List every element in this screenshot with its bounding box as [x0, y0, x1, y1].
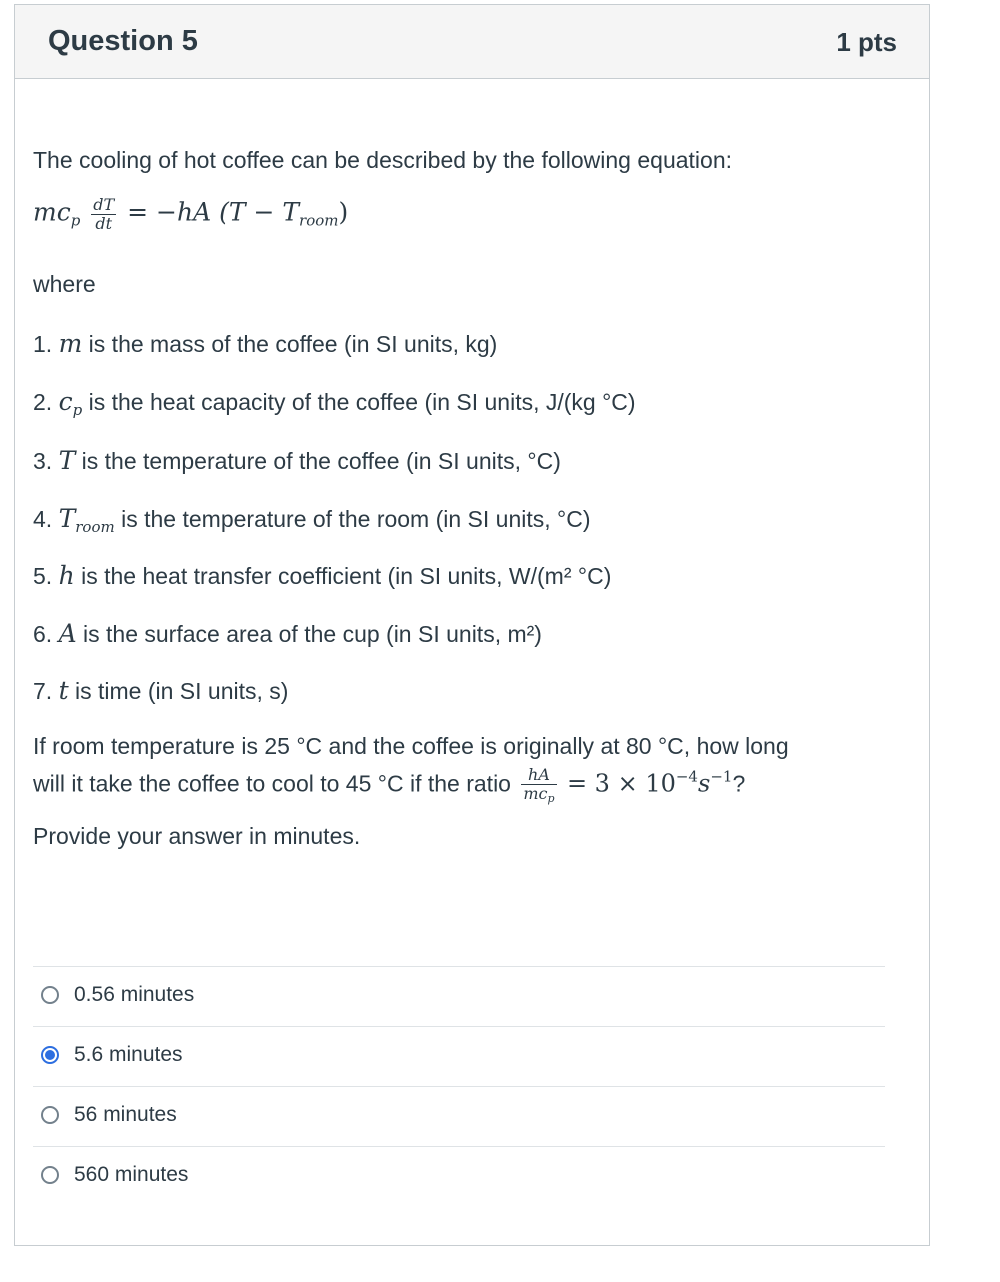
definition-symbol-sub: p — [72, 401, 83, 419]
problem-line-2 — [33, 766, 745, 805]
equation-frac-num: dT — [93, 195, 115, 214]
equation-lhs: mc — [33, 197, 71, 227]
definition-text: is the temperature of the coffee (in SI units, °C) — [75, 448, 561, 474]
definition-symbol: T — [58, 504, 76, 533]
question-header — [15, 5, 929, 79]
answer-label[interactable]: 5.6 minutes — [74, 1043, 183, 1066]
ratio-den-sub: p — [547, 791, 555, 805]
answer-option[interactable] — [33, 1086, 885, 1146]
problem-line-1: If room temperature is 25 °C and the coffee is originally at 80 °C, how long — [33, 733, 789, 759]
definition-text: is the heat transfer coefficient (in SI units, W/(m² °C) — [74, 563, 612, 589]
ratio-den-wrap — [521, 785, 556, 805]
definition-symbol: t — [58, 676, 69, 705]
definition-number: 6. — [33, 621, 53, 647]
definition-symbol: m — [58, 329, 83, 358]
definition-text: is time (in SI units, s) — [68, 678, 289, 704]
definition-item — [33, 560, 611, 595]
definition-number: 1. — [33, 331, 53, 357]
definition-item — [33, 386, 636, 421]
definition-number: 2. — [33, 389, 53, 415]
radio-button[interactable] — [41, 986, 59, 1004]
question-points: 1 pts — [836, 27, 897, 57]
intro-text: The cooling of hot coffee can be described by the following equation: — [33, 147, 732, 173]
problem-line-2-text: will it take the coffee to cool to 45 °C if the ratio — [33, 770, 511, 797]
radio-button[interactable] — [41, 1166, 59, 1184]
answer-label[interactable]: 56 minutes — [74, 1103, 177, 1126]
question-title: Question 5 — [48, 25, 198, 57]
definition-number: 5. — [33, 563, 53, 589]
answer-label[interactable]: 560 minutes — [74, 1163, 189, 1186]
ratio-end: ? — [732, 770, 746, 797]
equation-rhs-sub: room — [299, 211, 339, 230]
where-text: where — [33, 271, 96, 297]
definition-item — [33, 445, 561, 480]
ratio-value: = 3 × 10 — [566, 769, 676, 798]
equation-lhs-sub: p — [70, 211, 81, 230]
ratio-den: mc — [523, 783, 548, 803]
equation-fraction — [91, 196, 116, 232]
definition-symbol: c — [58, 387, 73, 416]
definition-number: 7. — [33, 678, 53, 704]
answer-list — [33, 966, 885, 1206]
definition-symbol: A — [58, 619, 77, 648]
definition-symbol: T — [58, 446, 76, 475]
radio-button[interactable] — [41, 1106, 59, 1124]
answer-option[interactable] — [33, 966, 885, 1026]
definition-item — [33, 675, 288, 710]
definition-text: is the temperature of the room (in SI units, °C) — [114, 506, 591, 532]
ratio-unit-exp: −1 — [710, 767, 733, 786]
definition-item — [33, 618, 542, 653]
definition-item — [33, 328, 497, 363]
ratio-unit: s — [697, 769, 711, 798]
equation-rhs: = −hA (T − T — [127, 197, 300, 227]
answer-option[interactable] — [33, 1146, 885, 1206]
definition-symbol-sub: room — [75, 518, 115, 536]
definition-text: is the mass of the coffee (in SI units, kg) — [82, 331, 498, 357]
instruction-text: Provide your answer in minutes. — [33, 823, 361, 849]
ratio-num: hA — [521, 766, 556, 785]
answer-label[interactable]: 0.56 minutes — [74, 983, 195, 1006]
answer-option[interactable] — [33, 1026, 885, 1086]
equation-rhs-close: ) — [338, 197, 349, 227]
radio-button[interactable] — [41, 1046, 59, 1064]
definition-number: 4. — [33, 506, 53, 532]
equation — [33, 196, 348, 232]
definition-text: is the surface area of the cup (in SI units, m²) — [76, 621, 542, 647]
definition-item — [33, 503, 591, 538]
definition-number: 3. — [33, 448, 53, 474]
equation-frac-den: dt — [95, 213, 113, 233]
definition-symbol: h — [58, 561, 75, 590]
definition-text: is the heat capacity of the coffee (in SI units, J/(kg °C) — [82, 389, 636, 415]
ratio-exp: −4 — [675, 767, 698, 786]
ratio-fraction — [521, 766, 556, 805]
